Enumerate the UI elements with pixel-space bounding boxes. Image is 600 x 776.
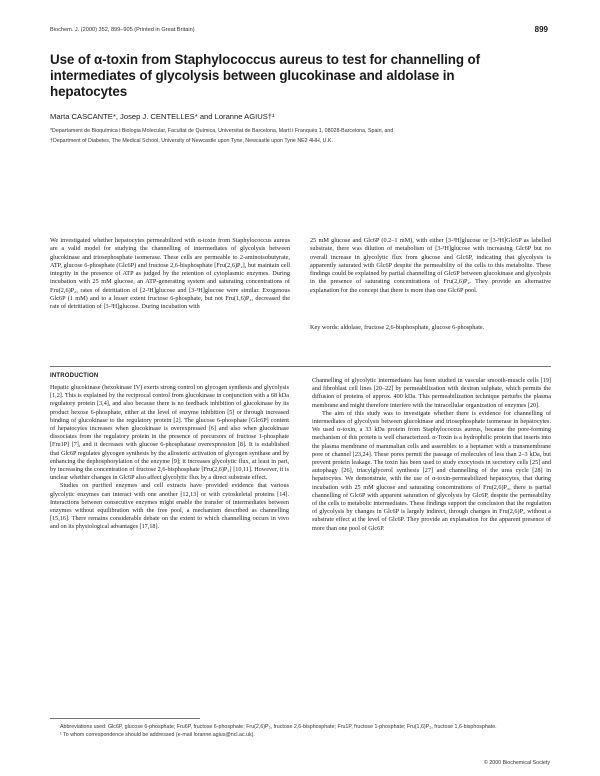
- page-number: 899: [534, 25, 548, 34]
- keywords: Key words: aldolase, fructose 2,6-bisphosphate, glucose 6-phosphate.: [310, 324, 485, 331]
- section-divider: [50, 366, 551, 367]
- author-list: Marta CASCANTE*, Josep J. CENTELLES* and Loranne AGIUS†¹: [50, 112, 275, 121]
- intro-paragraph: Channelling of glycolytic intermediates has been studied in vascular smooth-muscle cells [19] and fibroblast cell lines [20–22] by permeabilization with dextran sulphate, which permits the diffusion of proteins of approx. 400 kDa. This permeabilization technique perturbs the plasma membrane and might therefore interfere with the intracellular organization of enzymes [20].: [312, 377, 551, 409]
- abstract-right-column: 25 mM glucose and Glc6P (0.2–1 mM), with either [3-³H]glucose or [3-³H]Glc6P as labelled substrate, there was dilution of metabolism of [3-³H]glucose with increasing Glc6P but no overall increase in glycolytic flux from glucose and Glc6P, indicating that glycolysis is apparently saturated with Glc6P despite the permeability of the cells to this metabolite. These findings could be explained by partial channelling of Glc6P between glucokinase and glycolysis in the presence of saturating concentrations of Fru(2,6)P₂. They provide an alternative explanation for the concept that there is more than one Glc6P pool.: [310, 237, 551, 294]
- footnote-rule: [50, 718, 200, 719]
- introduction-left-column: [50, 384, 289, 532]
- correspondence-footnote: ¹ To whom correspondence should be addressed (e-mail loranne.agius@ncl.ac.uk).: [60, 731, 255, 738]
- footnotes: [50, 724, 550, 739]
- abbreviations-footnote: Abbreviations used: Glc6P, glucose 6-phosphate; Fru6P, fructose 6-phosphate; Fru(2,6)P₂, fructose 2,6-bisphosphate; Fru1P, fructose 1-phosphate; Fru(1,6)P₂, fructose 1,6-bisphosphate.: [60, 724, 497, 730]
- affiliation-1: *Departament de Bioquímica i Biologia Molecular, Facultat de Química, Universitat de Barcelona, Martí i Franquès 1, 08028-Barcelona, Spain, and: [50, 128, 394, 134]
- abstract-left-column: We investigated whether hepatocytes permeabilized with α-toxin from Staphylococcus aureus are a valid model for studying the channelling of intermediates of glycolysis between glucokinase and triosephosphate isomerase. These cells are permeable to 2-aminoisobutyrate, ATP, glucose 6-phosphate (Glc6P) and fructose 2,6-bisphosphate [Fru(2,6)P₂], but maintain cell integrity in the presence of ATP as judged by the retention of cytoplasmic enzymes. During incubation with 25 mM glucose, an ATP-generating system and saturating concentrations of Fru(2,6)P₂, rates of detritiation of [2-³H]glucose and [3-³H]glucose were similar. Exogenous Glc6P (1 mM) and to a lesser extent fructose 6-phosphate, but not Fru(1,6)P₂, decreased the rate of detritiation of [3-³H]glucose. During incubation with: [50, 237, 290, 310]
- section-heading-introduction: INTRODUCTION: [50, 373, 99, 379]
- intro-paragraph: Hepatic glucokinase (hexokinase IV) exerts strong control on glycogen synthesis and glycolysis [1,2]. This is explained by the reciprocal control from glucokinase in conjunction with a 68 kDa regulatory protein [3,4], and also because there is no feedback inhibition of glucokinase by its product hexose 6-phosphate, either at the level of enzyme inhibition [5] or through increased binding of glucokinase to the regulatory protein [2]. The glucose 6-phosphate [Glc6P] content of hepatocytes increases when glucokinase is overexpressed [6] and also when glucokinase dissociates from the regulatory protein in the presence of precursors of fructose 1-phosphate [Fru1P] [7], and it decreases with glucose 6-phosphatase overexpression [8]. It is established that Glc6P regulates glycogen synthesis by the allosteric activation of glycogen synthase and by enhancing the dephosphorylation of the enzyme [9]; it increases glycolytic flux, at least in part, by increasing the concentration of fructose 2,6-bisphosphate [Fru(2,6)P₂] [10,11]. However, it is unclear whether changes in Glc6P also affect glycolytic flux by a direct substrate effect.: [50, 384, 289, 482]
- intro-paragraph: Studies on purified enzymes and cell extracts have provided evidence that various glycolytic enzymes can interact with one another [12,13] or with cytoskeletal proteins [14]. Interactions between consecutive enzymes might enable the transfer of intermediates between enzymes without equilibration with the free pool, a mechanism described as channelling [15,16]. There remains considerable debate on the extent to which channelling occurs in vivo and on its physiological advantages [17,18].: [50, 482, 289, 531]
- introduction-right-column: [312, 377, 551, 533]
- article-title: Use of α-toxin from Staphylococcus aureus to test for channelling of intermediates of glycolysis between glucokinase and aldolase in hepatocytes: [50, 52, 480, 99]
- running-head: Biochem. J. (2000) 352, 899–905 (Printed in Great Britain): [50, 27, 195, 33]
- intro-paragraph: The aim of this study was to investigate whether there is evidence for channelling of intermediates of glycolysis between glucokinase and triosephosphate isomerase in hepatocytes. We used α-toxin, a 33 kDa protein from Staphylococcus aureus, because the pore-forming mechanism of this protein is well characterized. α-Toxin is a hydrophilic protein that inserts into the plasma membrane of mammalian cells and assembles to a heptamer with a transmembrane pore or channel [23,24]. These pores permit the passage of molecules of less than 2–3 kDa, but prevent protein leakage. The toxin has been used to study exocytosis in secretory cells [25] and autophagy [26], triacylglycerol synthesis [27] and channelling of the urea cycle [28] in hepatocytes. We demonstrate, with the use of α-toxin-permeabilized hepatocytes, that during incubation with 25 mM glucose and saturating concentrations of Fru(2,6)P₂, there is partial channelling of Glc6P with apparent saturation of glycolysis by Glc6P, despite the permeability of the cells to metabolic intermediates. These findings support the conclusion that the regulation of glycolysis by changes in Glc6P is largely indirect, through changes in Fru(2,6)P₂ without a substrate effect at the level of Glc6P. They provide an explanation for the apparent presence of more than one pool of Glc6P.: [312, 409, 551, 532]
- affiliation-2: †Department of Diabetes, The Medical School, University of Newcastle upon Tyne, Newcastle upon Tyne NE2 4HH, U.K.: [50, 138, 333, 144]
- copyright-notice: © 2000 Biochemical Society: [483, 760, 550, 766]
